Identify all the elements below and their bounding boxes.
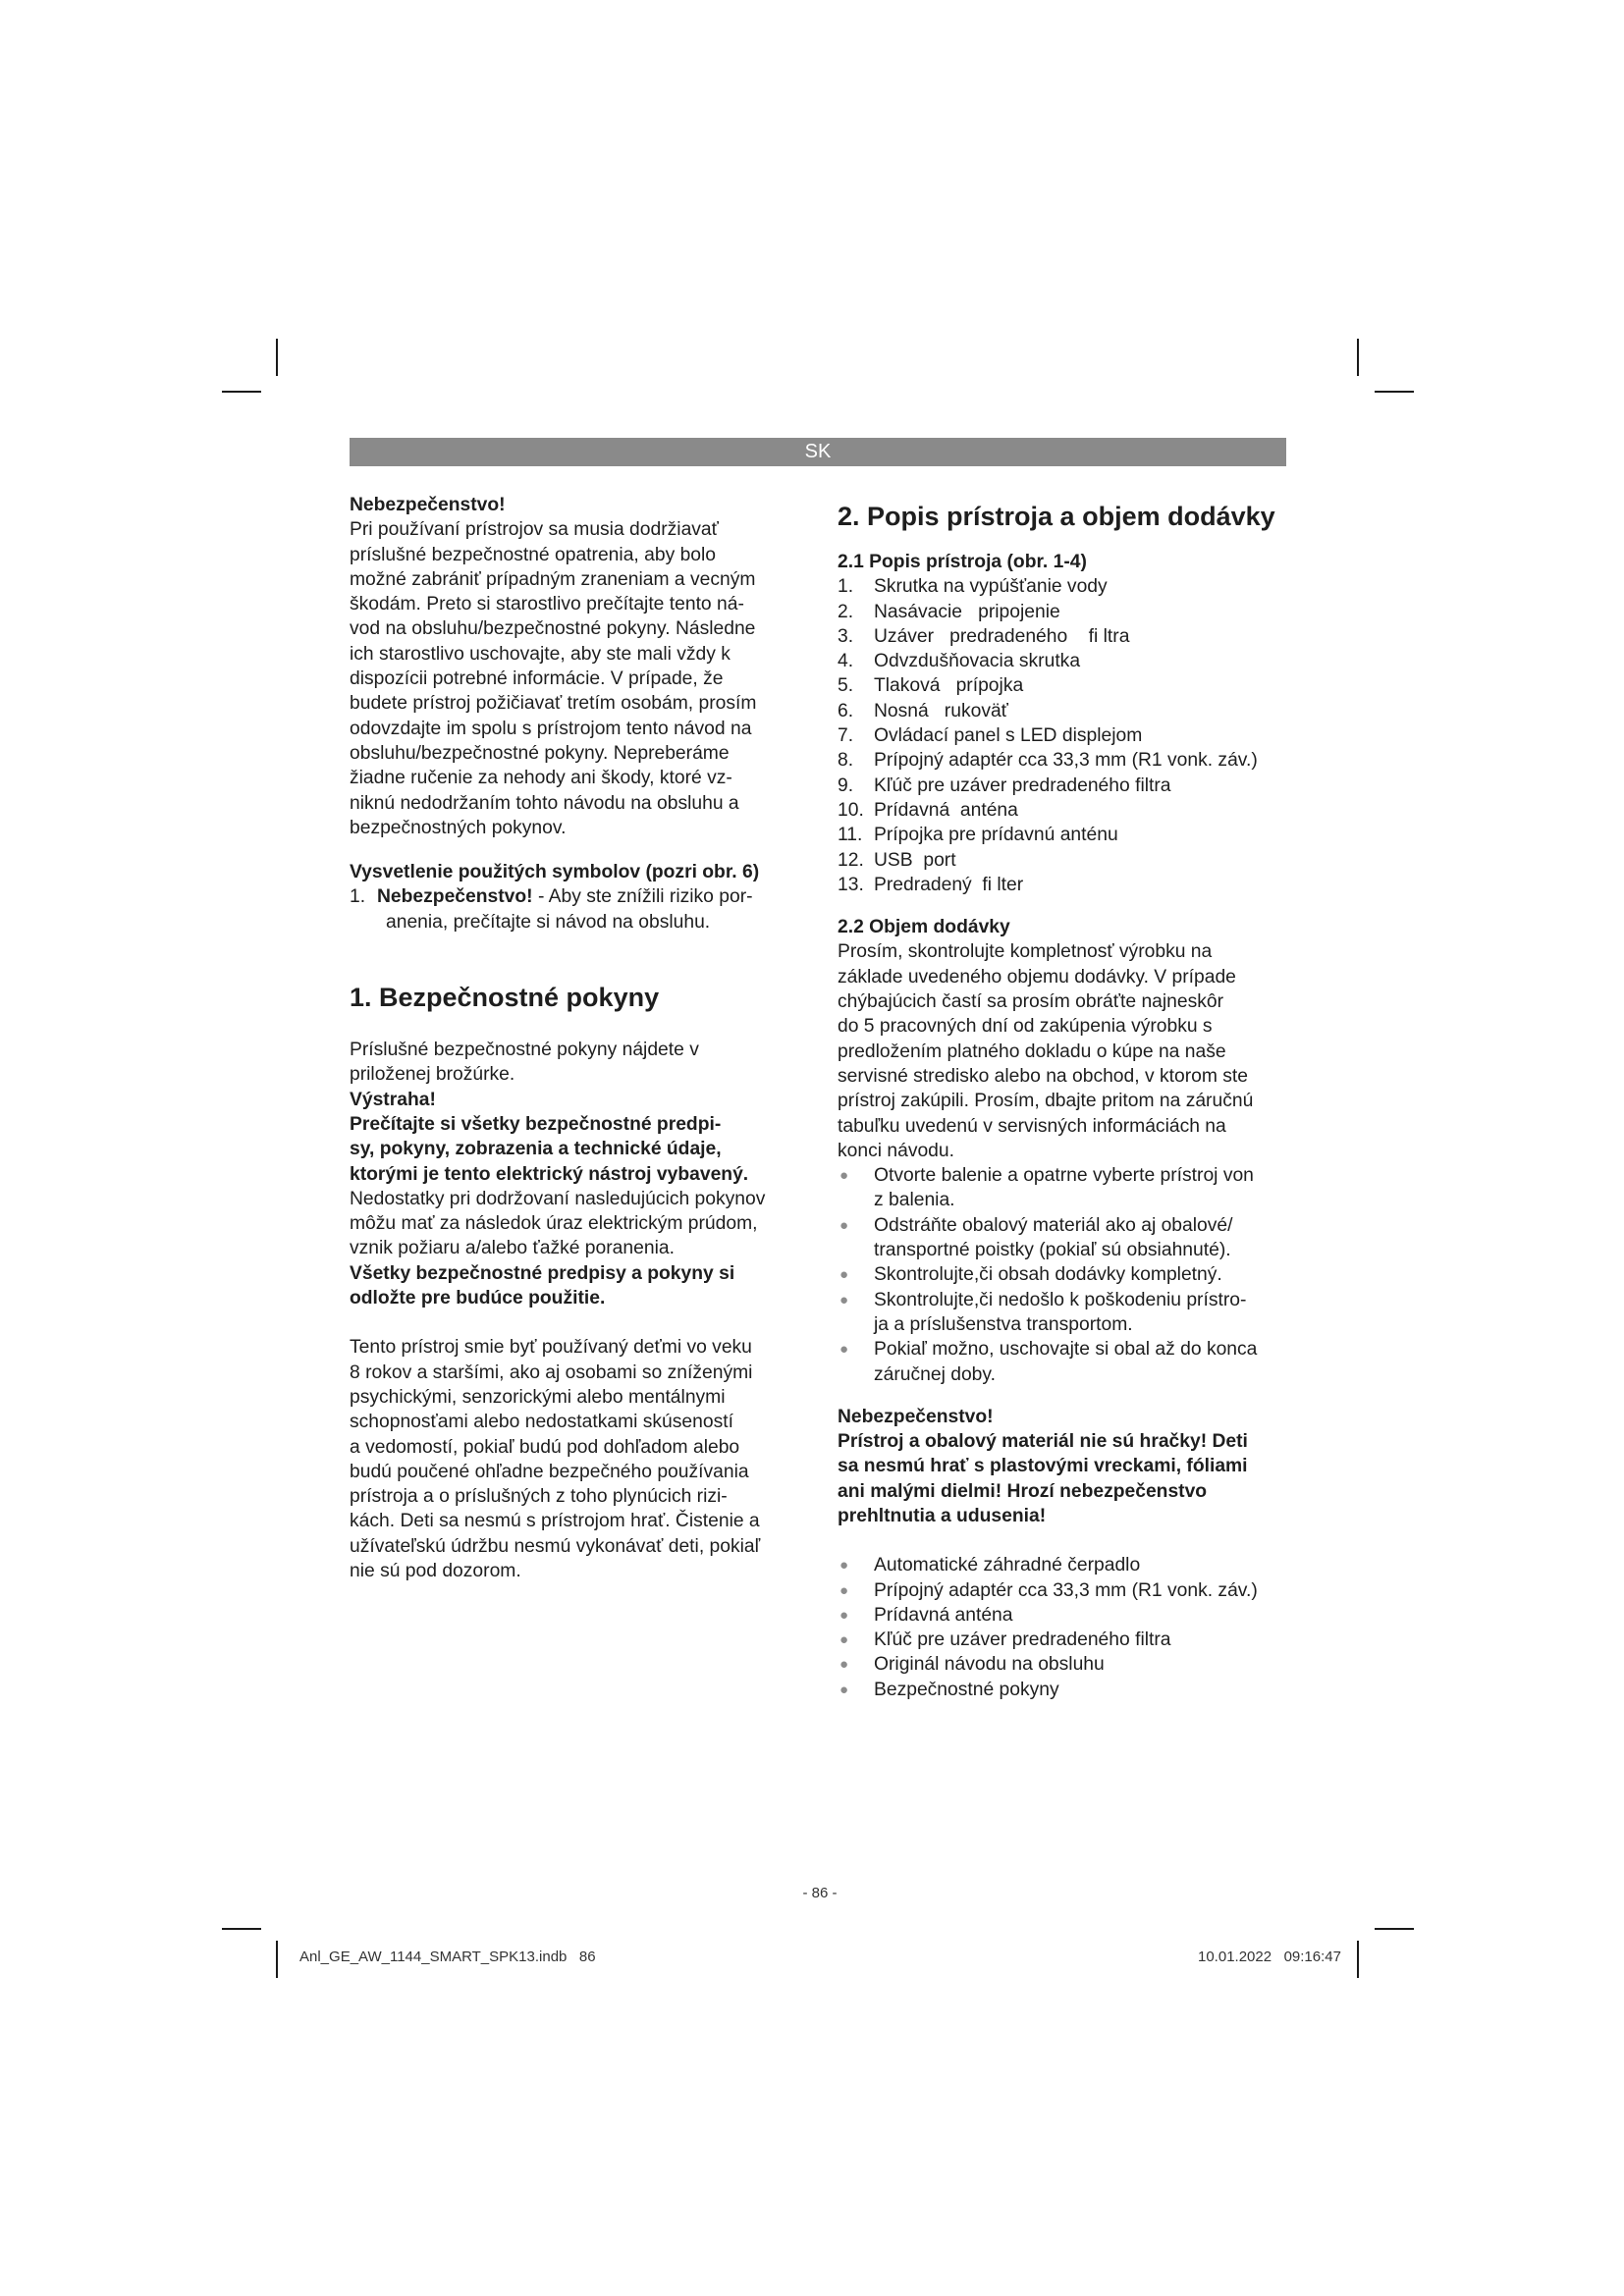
text-line: psychickými, senzorickými alebo mentálnymi bbox=[350, 1386, 726, 1408]
text-line: Skontrolujte,či obsah dodávky kompletný. bbox=[874, 1264, 1222, 1286]
part-number: 7. bbox=[838, 725, 854, 747]
bullet-text bbox=[874, 1262, 1287, 1287]
text-line: a vedomostí, pokiaľ budú pod dohľadom alebo bbox=[350, 1436, 740, 1458]
text-line: Pri používaní prístrojov sa musia dodržiavať bbox=[350, 519, 719, 541]
part-label: Ovládací panel s LED displejom bbox=[874, 725, 1143, 747]
bullet-item bbox=[838, 1262, 1287, 1287]
text-line: prístroj zakúpili. Prosím, dbajte pritom na záručnú bbox=[838, 1091, 1254, 1112]
bullet-item bbox=[838, 1288, 1287, 1338]
part-item bbox=[838, 673, 1287, 698]
crop-mark bbox=[1357, 339, 1359, 376]
checks-list bbox=[838, 1163, 1287, 1387]
part-label: Odvzdušňovacia skrutka bbox=[874, 651, 1081, 672]
text-line: Prístroj a obalový materiál nie sú hračky! Deti bbox=[838, 1431, 1248, 1453]
text-line: obsluhu/bezpečnostné pokyny. Nepreberáme bbox=[350, 742, 730, 764]
part-label: Tlaková prípojka bbox=[874, 675, 1024, 697]
text-line: Nedostatky pri dodržovaní nasledujúcich pokynov bbox=[350, 1188, 766, 1209]
text-line: žiadne ručenie za nehody ani škody, ktoré vz- bbox=[350, 768, 732, 789]
text-line: Prídavná anténa bbox=[874, 1604, 1013, 1626]
bullet-item bbox=[838, 1553, 1287, 1577]
text-line: Všetky bezpečnostné predpisy a pokyny si bbox=[350, 1262, 735, 1284]
text-line: 8 rokov a staršími, ako aj osobami so zníženými bbox=[350, 1362, 753, 1383]
part-label: Predradený fi lter bbox=[874, 874, 1024, 895]
part-label: Nasávacie pripojenie bbox=[874, 601, 1060, 622]
bold-keep bbox=[350, 1261, 801, 1311]
part-item bbox=[838, 649, 1287, 673]
text-line: prehltnutia a udusenia! bbox=[838, 1505, 1047, 1526]
text-line: ich starostlivo uschovajte, aby ste mali vždy k bbox=[350, 643, 731, 665]
section1-intro bbox=[350, 1038, 801, 1088]
part-item bbox=[838, 699, 1287, 723]
part-label: Nosná rukoväť bbox=[874, 700, 1008, 721]
text-line: sa nesmú hrať s plastovými vreckami, fóliami bbox=[838, 1456, 1248, 1477]
symbols-title: Vysvetlenie použitých symbolov (pozri obr. 6) bbox=[350, 862, 760, 883]
text-line: niknú nedodržaním tohto návodu na obsluhu a bbox=[350, 792, 739, 814]
part-number: 6. bbox=[838, 700, 854, 721]
bullet-item bbox=[838, 1213, 1287, 1263]
part-item bbox=[838, 798, 1287, 823]
text-line: odložte pre budúce použitie. bbox=[350, 1288, 606, 1309]
text-line: vod na obsluhu/bezpečnostné pokyny. Následne bbox=[350, 618, 756, 640]
contents-list bbox=[838, 1553, 1287, 1702]
part-item bbox=[838, 624, 1287, 649]
crop-mark bbox=[276, 339, 278, 376]
bullet-text bbox=[874, 1678, 1287, 1702]
bullet-icon: ● bbox=[839, 1681, 849, 1698]
text-line: základe uvedeného objemu dodávky. V prípade bbox=[838, 966, 1236, 988]
symbol-text: - Aby ste znížili riziko por- bbox=[532, 886, 753, 908]
text-line: Pokiaľ možno, uschovajte si obal až do konca bbox=[874, 1339, 1258, 1361]
crop-mark bbox=[276, 1941, 278, 1978]
text-line: servisné stredisko alebo na obchod, v ktorom ste bbox=[838, 1065, 1248, 1087]
part-number: 13. bbox=[838, 874, 864, 895]
text-line: budú poučené ohľadne bezpečného používania bbox=[350, 1461, 749, 1482]
text-line: užívateľskú údržbu nesmú vykonávať deti, pokiaľ bbox=[350, 1535, 761, 1557]
part-number: 4. bbox=[838, 651, 854, 672]
crop-mark bbox=[1375, 1928, 1414, 1930]
text-line: nie sú pod dozorom. bbox=[350, 1560, 521, 1581]
part-item bbox=[838, 774, 1287, 798]
bullet-icon: ● bbox=[839, 1631, 849, 1649]
text-line: Príslušné bezpečnostné pokyny nájdete v bbox=[350, 1040, 699, 1061]
text-line: Automatické záhradné čerpadlo bbox=[874, 1555, 1141, 1576]
bullet-item bbox=[838, 1678, 1287, 1702]
bullet-icon: ● bbox=[839, 1557, 849, 1575]
bullet-text bbox=[874, 1213, 1287, 1263]
text-line: ja a príslušenstva transportom. bbox=[874, 1313, 1133, 1335]
page-number: - 86 - bbox=[802, 1885, 838, 1901]
text-line: prístroja a o príslušných z toho plynúcich rizi- bbox=[350, 1486, 728, 1508]
text-line: schopnosťami alebo nedostatkami skúseností bbox=[350, 1412, 733, 1433]
bullet-icon: ● bbox=[839, 1167, 849, 1185]
timestamp: 10.01.2022 09:16:47 bbox=[1198, 1949, 1341, 1965]
part-label: Skrutka na vypúšťanie vody bbox=[874, 576, 1108, 598]
bullet-icon: ● bbox=[839, 1581, 849, 1599]
part-number: 9. bbox=[838, 774, 854, 796]
part-number: 10. bbox=[838, 799, 864, 821]
text-line: Prosím, skontrolujte kompletnosť výrobku na bbox=[838, 941, 1213, 963]
vystraha: Výstraha! bbox=[350, 1089, 436, 1110]
text-line: chýbajúcich častí sa prosím obráťte najneskôr bbox=[838, 991, 1224, 1013]
symbol-text-cont: anenia, prečítajte si návod na obsluhu. bbox=[386, 911, 711, 933]
warning2-text bbox=[838, 1429, 1287, 1528]
bullet-icon: ● bbox=[839, 1341, 849, 1359]
text-line: budete prístroj požičiavať tretím osobám, prosím bbox=[350, 693, 757, 715]
text-line: ktorými je tento elektrický nástroj vybavený. bbox=[350, 1163, 749, 1185]
crop-mark bbox=[1375, 391, 1414, 393]
part-item bbox=[838, 600, 1287, 624]
bullet-text bbox=[874, 1578, 1287, 1603]
part-number: 1. bbox=[838, 576, 854, 598]
part-label: Uzáver predradeného fi ltra bbox=[874, 625, 1130, 647]
bullet-item bbox=[838, 1652, 1287, 1677]
part-label: Prípojka pre prídavnú anténu bbox=[874, 825, 1118, 846]
bullet-item bbox=[838, 1578, 1287, 1603]
warning-text bbox=[350, 517, 801, 840]
bullet-text bbox=[874, 1628, 1287, 1652]
bullet-icon: ● bbox=[839, 1216, 849, 1234]
text-line: Prečítajte si všetky bezpečnostné predpi- bbox=[350, 1113, 722, 1135]
part-number: 11. bbox=[838, 825, 863, 846]
text-line: priloženej brožúrke. bbox=[350, 1064, 515, 1086]
bullet-icon: ● bbox=[839, 1656, 849, 1674]
parts-list bbox=[838, 574, 1287, 897]
text-line: možné zabrániť prípadným zraneniam a vecným bbox=[350, 568, 756, 590]
text-line: Prípojný adaptér cca 33,3 mm (R1 vonk. záv.) bbox=[874, 1579, 1258, 1601]
part-number: 5. bbox=[838, 675, 854, 697]
warning2-title: Nebezpečenstvo! bbox=[838, 1406, 994, 1427]
bullet-text bbox=[874, 1553, 1287, 1577]
bullet-item bbox=[838, 1603, 1287, 1628]
crop-mark bbox=[1357, 1941, 1359, 1978]
warning-title: Nebezpečenstvo! bbox=[350, 495, 506, 515]
crop-mark bbox=[222, 391, 261, 393]
text-line: Originál návodu na obsluhu bbox=[874, 1654, 1105, 1676]
text-line: vznik požiaru a/alebo ťažké poranenia. bbox=[350, 1238, 675, 1259]
part-item bbox=[838, 723, 1287, 748]
text-line: môžu mať za následok úraz elektrickým prúdom, bbox=[350, 1213, 758, 1235]
part-number: 2. bbox=[838, 601, 854, 622]
part-item bbox=[838, 848, 1287, 873]
section2-title: 2. Popis prístroja a objem dodávky bbox=[838, 502, 1275, 531]
part-item bbox=[838, 748, 1287, 773]
text-line: záručnej doby. bbox=[874, 1363, 996, 1385]
text-line: Odstráňte obalový materiál ako aj obalové/ bbox=[874, 1214, 1233, 1236]
sub21-title: 2.1 Popis prístroja (obr. 1-4) bbox=[838, 552, 1087, 572]
part-label: Prípojný adaptér cca 33,3 mm (R1 vonk. záv.) bbox=[874, 750, 1258, 772]
text-line: do 5 pracovných dní od zakúpenia výrobku s bbox=[838, 1016, 1213, 1038]
section1-title: 1. Bezpečnostné pokyny bbox=[350, 983, 660, 1013]
bullet-text bbox=[874, 1288, 1287, 1338]
symbol-number: 1. bbox=[350, 886, 366, 908]
text-line: príslušné bezpečnostné opatrenia, aby bolo bbox=[350, 544, 717, 565]
bullet-item bbox=[838, 1628, 1287, 1652]
text-line: dispozícii potrebné informácie. V prípade, že bbox=[350, 668, 724, 690]
bullet-text bbox=[874, 1337, 1287, 1387]
text-line: tabuľku uvedenú v servisných informáciách na bbox=[838, 1115, 1226, 1137]
file-name: Anl_GE_AW_1144_SMART_SPK13.indb 86 bbox=[299, 1949, 596, 1965]
bullet-text bbox=[874, 1603, 1287, 1628]
text-line: z balenia. bbox=[874, 1190, 955, 1211]
bullet-item bbox=[838, 1163, 1287, 1213]
part-number: 8. bbox=[838, 750, 854, 772]
text-line: ani malými dielmi! Hrozí nebezpečenstvo bbox=[838, 1480, 1208, 1502]
text-line: konci návodu. bbox=[838, 1140, 954, 1161]
hazard-text bbox=[350, 1187, 801, 1261]
part-item bbox=[838, 574, 1287, 599]
bullet-icon: ● bbox=[839, 1291, 849, 1308]
text-line: Kľúč pre uzáver predradeného filtra bbox=[874, 1629, 1171, 1651]
left-column bbox=[350, 493, 801, 1583]
part-label: Kľúč pre uzáver predradeného filtra bbox=[874, 774, 1171, 796]
right-column bbox=[838, 493, 1287, 1702]
text-line: bezpečnostných pokynov. bbox=[350, 817, 567, 838]
text-line: predložením platného dokladu o kúpe na naše bbox=[838, 1041, 1226, 1062]
text-line: transportné poistky (pokiaľ sú obsiahnuté). bbox=[874, 1240, 1231, 1261]
text-line: Bezpečnostné pokyny bbox=[874, 1679, 1059, 1700]
text-line: Skontrolujte,či nedošlo k poškodeniu prístro- bbox=[874, 1289, 1247, 1310]
symbol-item bbox=[350, 884, 801, 909]
bold-warning bbox=[350, 1112, 801, 1187]
text-line: škodám. Preto si starostlivo prečítajte tento ná- bbox=[350, 594, 744, 615]
part-item bbox=[838, 823, 1287, 847]
part-number: 3. bbox=[838, 625, 854, 647]
language-header: SK bbox=[350, 438, 1286, 466]
part-label: USB port bbox=[874, 849, 956, 871]
part-item bbox=[838, 873, 1287, 897]
scope-text bbox=[838, 939, 1287, 1163]
bullet-icon: ● bbox=[839, 1266, 849, 1284]
bullet-item bbox=[838, 1337, 1287, 1387]
bullet-text bbox=[874, 1163, 1287, 1213]
part-number: 12. bbox=[838, 849, 864, 871]
part-label: Prídavná anténa bbox=[874, 799, 1018, 821]
text-line: odovzdajte im spolu s prístrojom tento návod na bbox=[350, 718, 752, 739]
text-line: kách. Deti sa nesmú s prístrojom hrať. Čistenie a bbox=[350, 1511, 760, 1532]
text-line: Otvorte balenie a opatrne vyberte prístroj von bbox=[874, 1165, 1254, 1187]
bullet-text bbox=[874, 1652, 1287, 1677]
text-line: Tento prístroj smie byť používaný deťmi vo veku bbox=[350, 1337, 752, 1359]
text-line: sy, pokyny, zobrazenia a technické údaje, bbox=[350, 1139, 722, 1160]
sub22-title: 2.2 Objem dodávky bbox=[838, 917, 1010, 938]
children-text bbox=[350, 1335, 801, 1583]
bullet-icon: ● bbox=[839, 1606, 849, 1624]
symbol-bold: Nebezpečenstvo! bbox=[377, 886, 533, 908]
crop-mark bbox=[222, 1928, 261, 1930]
